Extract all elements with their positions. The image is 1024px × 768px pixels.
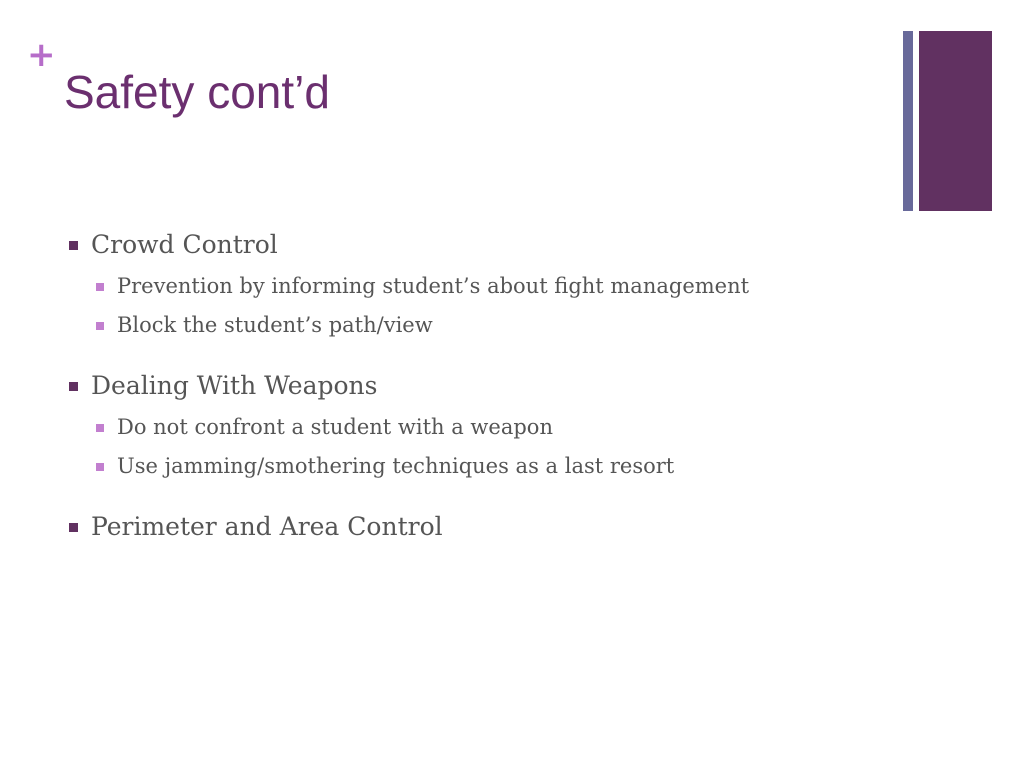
bullet-text: Dealing With Weapons <box>91 371 378 400</box>
bullet-text: Perimeter and Area Control <box>91 512 443 541</box>
square-bullet-icon <box>69 523 78 532</box>
slide-title: Safety cont’d <box>64 66 330 118</box>
square-bullet-icon <box>69 241 78 250</box>
square-bullet-icon <box>69 382 78 391</box>
sub-bullet-item <box>117 312 433 338</box>
square-bullet-icon <box>96 463 104 471</box>
sub-bullet-text: Use jamming/smothering techniques as a last resort <box>117 454 675 478</box>
sub-bullet-text: Prevention by informing student’s about fight management <box>117 274 750 298</box>
bullet-item <box>91 371 377 401</box>
sub-bullet-item <box>117 453 674 479</box>
decorative-bar-thick <box>919 31 992 211</box>
decorative-bar-thin <box>903 31 913 211</box>
bullet-item <box>91 230 278 260</box>
square-bullet-icon <box>96 322 104 330</box>
bullet-text: Crowd Control <box>91 230 278 259</box>
sub-bullet-item <box>117 273 749 299</box>
sub-bullet-item <box>117 414 553 440</box>
square-bullet-icon <box>96 283 104 291</box>
sub-bullet-text: Block the student’s path/view <box>117 313 433 337</box>
square-bullet-icon <box>96 424 104 432</box>
bullet-item <box>91 512 443 542</box>
sub-bullet-text: Do not confront a student with a weapon <box>117 415 553 439</box>
plus-icon: + <box>27 35 56 75</box>
